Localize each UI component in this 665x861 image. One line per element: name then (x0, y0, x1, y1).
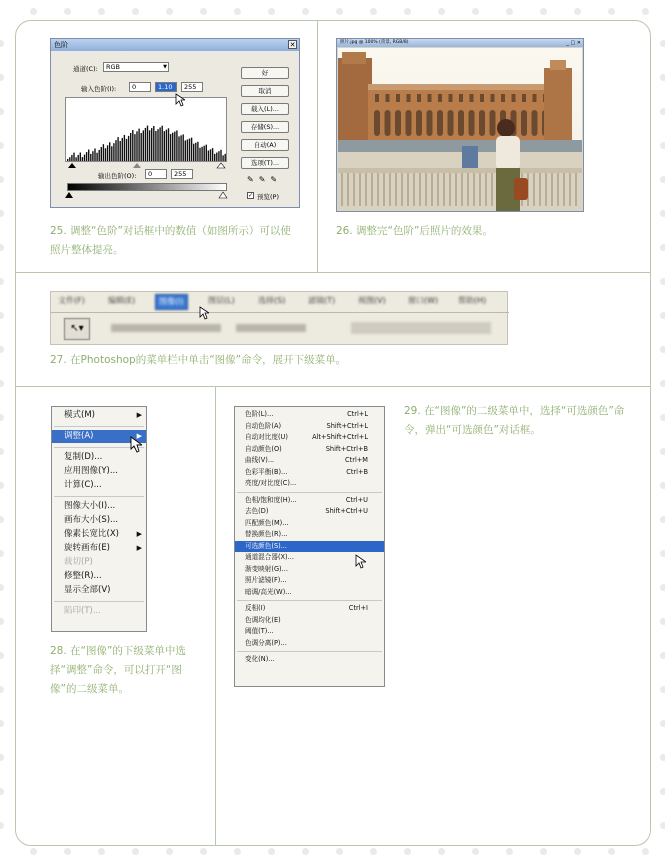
decorative-dot (438, 8, 445, 15)
decorative-dot (30, 848, 37, 855)
menubar-item[interactable]: 文件(F) (58, 296, 85, 305)
decorative-dot (200, 848, 207, 855)
decorative-dot (660, 278, 665, 285)
menu-separator (54, 496, 144, 497)
image-menu-item (52, 605, 146, 618)
caption-25: 25. 调整“色阶”对话框中的数值（如图所示）可以使照片整体提亮。 (50, 225, 291, 256)
decorative-dot (660, 142, 665, 149)
decorative-dots-left (0, 0, 5, 861)
decorative-dot (660, 652, 665, 659)
adjust-menu-item-shortcut: Ctrl+L (347, 410, 368, 418)
decorative-dot (0, 142, 4, 149)
adjust-menu-item[interactable] (235, 541, 384, 553)
menubar-item[interactable]: 图像(I) (155, 294, 188, 310)
adjust-menu-item-label: 自动对比度(U) (245, 433, 288, 441)
decorative-dot (268, 8, 275, 15)
preview-checkbox[interactable]: ✓ (248, 192, 254, 199)
caption-29: 29. 在“图像”的二级菜单中，选择“可选颜色”命令，弹出“可选颜色”对话框。 (404, 405, 625, 436)
levels-dialog-title: 色阶 (54, 41, 68, 49)
menubar-item[interactable]: 窗口(W) (408, 296, 439, 305)
decorative-dots-bottom (0, 846, 665, 860)
decorative-dot (0, 108, 4, 115)
decorative-dot (642, 848, 649, 855)
submenu-arrow-icon: ▶ (136, 530, 142, 538)
adjust-menu-item-label: 色相/饱和度(H)... (245, 495, 297, 504)
decorative-dot (660, 108, 665, 115)
decorative-dots-top (0, 6, 665, 20)
decorative-dot (574, 848, 581, 855)
image-menu-item[interactable] (52, 479, 146, 492)
save-button[interactable]: 存储(S)... (241, 121, 289, 133)
decorative-dot (0, 278, 4, 285)
image-menu-item-label: 模式(M) (64, 410, 95, 420)
decorative-dot (0, 244, 4, 251)
image-menu-item[interactable] (52, 528, 146, 541)
decorative-dot (166, 8, 173, 15)
mouse-cursor-icon (130, 436, 142, 454)
auto-select-option[interactable] (111, 324, 221, 332)
divider-col-top (317, 21, 318, 272)
menubar-item[interactable]: 图层(L) (208, 296, 235, 305)
channel-label: 通道(C): (73, 65, 98, 73)
menubar-item[interactable]: 选择(S) (258, 296, 286, 305)
decorative-dot (0, 176, 4, 183)
align-buttons[interactable] (351, 322, 491, 334)
image-menu-item-label: 显示全部(V) (64, 585, 111, 595)
photo-window-titlebar (337, 39, 583, 47)
image-menu-item-label: 修整(R)... (64, 571, 102, 581)
adjust-menu-item[interactable] (235, 432, 384, 444)
decorative-dot (302, 848, 309, 855)
decorative-dot (132, 848, 139, 855)
adjust-menu-item-label: 通道混合器(X)... (245, 553, 294, 561)
output-level-black[interactable]: 0 (145, 169, 167, 179)
decorative-dot (660, 210, 665, 217)
adjust-menu-item-shortcut: Ctrl+B (346, 467, 368, 476)
adjust-menu-item[interactable] (235, 615, 384, 627)
close-icon[interactable]: ✕ (289, 41, 296, 49)
decorative-dot (132, 8, 139, 15)
decorative-dot (660, 788, 665, 795)
decorative-dot (0, 686, 4, 693)
photo-window (336, 38, 584, 212)
adjust-menu-item-label: 色调分离(P)... (245, 638, 287, 647)
decorative-dot (660, 516, 665, 523)
adjust-menu-item-label: 自动色阶(A) (245, 421, 282, 430)
menu-separator (237, 600, 382, 601)
black-eyedropper-icon[interactable]: ✎ (247, 175, 259, 184)
decorative-dot (336, 848, 343, 855)
image-menu-item[interactable] (52, 500, 146, 513)
image-menu-item-label: 应用图像(Y)... (64, 466, 118, 476)
adjust-menu-item-label: 自动颜色(O) (245, 444, 282, 453)
decorative-dot (98, 8, 105, 15)
adjust-menu-item[interactable] (235, 467, 384, 479)
decorative-dot (0, 516, 4, 523)
show-bounding-box-option[interactable] (236, 324, 306, 332)
decorative-dot (0, 550, 4, 557)
image-menu-item[interactable] (52, 542, 146, 555)
decorative-dot (608, 848, 615, 855)
decorative-dot (370, 8, 377, 15)
adjust-menu-item-label: 反相(I) (245, 604, 266, 612)
channel-select[interactable] (103, 62, 169, 72)
decorative-dot (660, 40, 665, 47)
decorative-dot (0, 346, 4, 353)
decorative-dot (64, 848, 71, 855)
black-point-slider (68, 163, 76, 168)
menubar (51, 294, 509, 308)
preview-label: 预览(P) (257, 193, 279, 201)
menubar-divider (51, 312, 509, 313)
decorative-dot (302, 8, 309, 15)
adjust-menu-item[interactable] (235, 478, 384, 490)
decorative-dot (404, 848, 411, 855)
divider-col-bottom (215, 386, 216, 846)
decorative-dot (574, 8, 581, 15)
output-level-white[interactable]: 255 (171, 169, 193, 179)
adjust-menu-item-label: 亮度/对比度(C)... (245, 479, 297, 487)
submenu-arrow-icon: ▶ (136, 544, 142, 552)
levels-histogram (65, 97, 227, 169)
menubar-item[interactable]: 滤镜(T) (308, 296, 336, 305)
load-button[interactable]: 载入(L)... (241, 103, 289, 115)
adjust-menu-item[interactable] (235, 587, 384, 599)
adjust-menu-item-label: 匹配颜色(M)... (245, 518, 289, 527)
levels-dialog-titlebar (51, 39, 299, 51)
decorative-dot (642, 8, 649, 15)
decorative-dot (64, 8, 71, 15)
adjust-menu-item-label: 色阶(L)... (245, 410, 274, 418)
caption-27: 27. 在Photoshop的菜单栏中单击“图像”命令，展开下级菜单。 (50, 354, 347, 366)
menubar-item[interactable]: 帮助(H) (458, 296, 487, 305)
decorative-dot (608, 8, 615, 15)
decorative-dots-right (660, 0, 665, 861)
adjust-menu-item-shortcut: Shift+Ctrl+L (326, 421, 368, 430)
adjust-menu-item[interactable] (235, 506, 384, 518)
image-menu-item-label: 调整(A) (64, 431, 94, 441)
decorative-dot (660, 822, 665, 829)
decorative-dot (660, 754, 665, 761)
input-level-gamma[interactable]: 1.10 (155, 82, 177, 92)
image-menu-item-label: 画布大小(S)... (64, 515, 119, 525)
decorative-dot (268, 848, 275, 855)
decorative-dot (0, 482, 4, 489)
decorative-dot (660, 312, 665, 319)
channel-select-value: RGB (106, 63, 121, 71)
decorative-dot (336, 8, 343, 15)
adjust-menu-item[interactable] (235, 421, 384, 433)
gray-eyedropper-icon[interactable]: ✎ (258, 175, 271, 184)
decorative-dot (660, 550, 665, 557)
photo-window-title: 照片.jpg @ 100% (背景, RGB/8) (340, 40, 409, 45)
white-point-slider (217, 163, 225, 168)
decorative-dot (540, 8, 547, 15)
decorative-dot (660, 584, 665, 591)
adjust-menu-item-shortcut: Ctrl+U (345, 495, 368, 504)
image-menu-item[interactable] (52, 584, 146, 597)
decorative-dot (166, 848, 173, 855)
adjust-menu-item-shortcut: Ctrl+I (348, 604, 368, 612)
menubar-item[interactable]: 视图(V) (358, 296, 386, 305)
decorative-dot (234, 8, 241, 15)
options-button[interactable]: 选项(T)... (241, 157, 289, 169)
mouse-cursor-icon (199, 306, 209, 320)
menu-separator (237, 651, 382, 652)
decorative-dot (660, 176, 665, 183)
photo-plaza-espana (338, 48, 582, 211)
decorative-dot (540, 848, 547, 855)
decorative-dot (660, 380, 665, 387)
decorative-dot (0, 652, 4, 659)
adjust-menu-item-label: 阈值(T)... (245, 627, 274, 635)
adjust-menu-item-label: 色调均化(E) (245, 615, 281, 624)
decorative-dot (506, 8, 513, 15)
adjust-menu-item-label: 曲线(V)... (245, 456, 275, 464)
caption-28: 28. 在“图像”的下级菜单中选择“调整”命令，可以打开“图像”的二级菜单。 (50, 645, 186, 695)
adjust-menu-item-label: 去色(D) (245, 507, 269, 515)
cancel-button[interactable]: 取消 (241, 85, 289, 97)
decorative-dot (472, 848, 479, 855)
decorative-dot (0, 448, 4, 455)
output-levels-label: 输出色阶(O): (98, 172, 137, 180)
chevron-down-icon: ▼ (163, 64, 167, 70)
decorative-dot (0, 584, 4, 591)
adjust-menu-item[interactable] (235, 455, 384, 467)
decorative-dot (660, 346, 665, 353)
image-menu-item-label: 旋转画布(E) (64, 543, 111, 553)
decorative-dot (0, 754, 4, 761)
decorative-dot (660, 686, 665, 693)
adjust-menu-item-label: 色彩平衡(B)... (245, 467, 288, 476)
decorative-dot (0, 380, 4, 387)
adjust-menu-item-shortcut: Shift+Ctrl+U (325, 507, 368, 515)
decorative-dot (438, 848, 445, 855)
adjust-menu-item[interactable] (235, 575, 384, 587)
white-eyedropper-icon[interactable]: ✎ (270, 175, 283, 184)
input-levels-label: 输入色阶(I): (81, 85, 117, 93)
mouse-cursor-icon (175, 93, 185, 107)
adjust-menu-item[interactable] (235, 409, 384, 421)
adjust-menu-item-label: 渐变映射(G)... (245, 564, 288, 573)
image-menu-item-label: 计算(C)... (64, 480, 102, 490)
decorative-dot (0, 618, 4, 625)
input-level-black[interactable]: 0 (129, 82, 151, 92)
eyedropper-tools[interactable] (247, 175, 282, 184)
decorative-dot (0, 40, 4, 47)
menu-separator (237, 492, 382, 493)
adjust-menu-item[interactable] (235, 444, 384, 456)
image-menu-item (52, 556, 146, 569)
decorative-dot (0, 312, 4, 319)
decorative-dot (404, 8, 411, 15)
move-tool-icon[interactable]: ↖▾ (64, 318, 90, 340)
image-menu-item-label: 图像大小(I)... (64, 501, 116, 511)
image-menu-item[interactable] (52, 570, 146, 583)
decorative-dot (660, 448, 665, 455)
photoshop-menubar-screenshot (50, 291, 508, 345)
decorative-dot (0, 74, 4, 81)
decorative-dot (0, 414, 4, 421)
mouse-cursor-icon (355, 554, 366, 570)
decorative-dot (0, 822, 4, 829)
adjust-menu-item-shortcut: Shift+Ctrl+B (325, 444, 368, 453)
decorative-dot (660, 74, 665, 81)
menu-separator (54, 601, 144, 602)
adjust-menu-item[interactable] (235, 626, 384, 638)
auto-button[interactable]: 自动(A) (241, 139, 289, 151)
image-menu-item-label: 像素长宽比(X) (64, 529, 119, 539)
decorative-dot (660, 244, 665, 251)
output-gradient-bar (67, 183, 227, 191)
window-controls-icon[interactable]: _ □ ✕ (566, 40, 581, 46)
decorative-dot (98, 848, 105, 855)
output-sliders[interactable] (65, 191, 229, 199)
submenu-arrow-icon: ▶ (136, 432, 142, 440)
decorative-dot (0, 210, 4, 217)
decorative-dot (30, 8, 37, 15)
image-menu-item-label: 裁切(P) (64, 557, 93, 567)
decorative-dot (506, 848, 513, 855)
decorative-dot (660, 618, 665, 625)
adjust-menu-item[interactable] (235, 654, 384, 666)
divider-row1 (16, 272, 651, 273)
decorative-dot (370, 848, 377, 855)
input-level-white[interactable]: 255 (181, 82, 203, 92)
decorative-dot (0, 720, 4, 727)
adjust-menu-item[interactable] (235, 529, 384, 541)
adjust-menu-item[interactable] (235, 518, 384, 530)
menubar-item[interactable]: 编辑(E) (108, 296, 136, 305)
adjust-menu-item-label: 照片滤镜(F)... (245, 576, 287, 584)
decorative-dot (234, 848, 241, 855)
adjust-menu-item-label: 替换颜色(R)... (245, 530, 288, 538)
adjust-menu-item[interactable] (235, 603, 384, 615)
image-menu-item[interactable] (52, 514, 146, 527)
caption-26: 26. 调整完“色阶”后照片的效果。 (336, 225, 493, 237)
adjust-menu-item[interactable] (235, 495, 384, 507)
decorative-dot (660, 482, 665, 489)
decorative-dot (200, 8, 207, 15)
decorative-dot (660, 720, 665, 727)
adjust-menu-item-label: 暗调/高光(W)... (245, 587, 292, 596)
levels-dialog (50, 38, 300, 208)
decorative-dot (660, 414, 665, 421)
submenu-arrow-icon: ▶ (136, 411, 142, 419)
adjust-menu-item-shortcut: Ctrl+M (345, 456, 368, 464)
decorative-dot (472, 8, 479, 15)
adjust-menu-item[interactable] (235, 638, 384, 650)
decorative-dot (0, 788, 4, 795)
adjustments-submenu (234, 406, 385, 687)
image-menu-item-label: 复制(D)... (64, 452, 103, 462)
adjust-menu-item-shortcut: Alt+Shift+Ctrl+L (312, 433, 368, 441)
ok-button[interactable]: 好 (241, 67, 289, 79)
divider-row2 (16, 386, 651, 387)
image-menu-item-label: 陷印(T)... (64, 606, 101, 616)
menu-separator (54, 426, 144, 427)
gamma-slider (133, 163, 141, 168)
image-menu-item[interactable] (52, 465, 146, 478)
adjust-menu-item-label: 变化(N)... (245, 655, 275, 663)
image-menu-item[interactable] (52, 409, 146, 422)
adjust-menu-item-label: 可选颜色(S)... (245, 541, 287, 550)
